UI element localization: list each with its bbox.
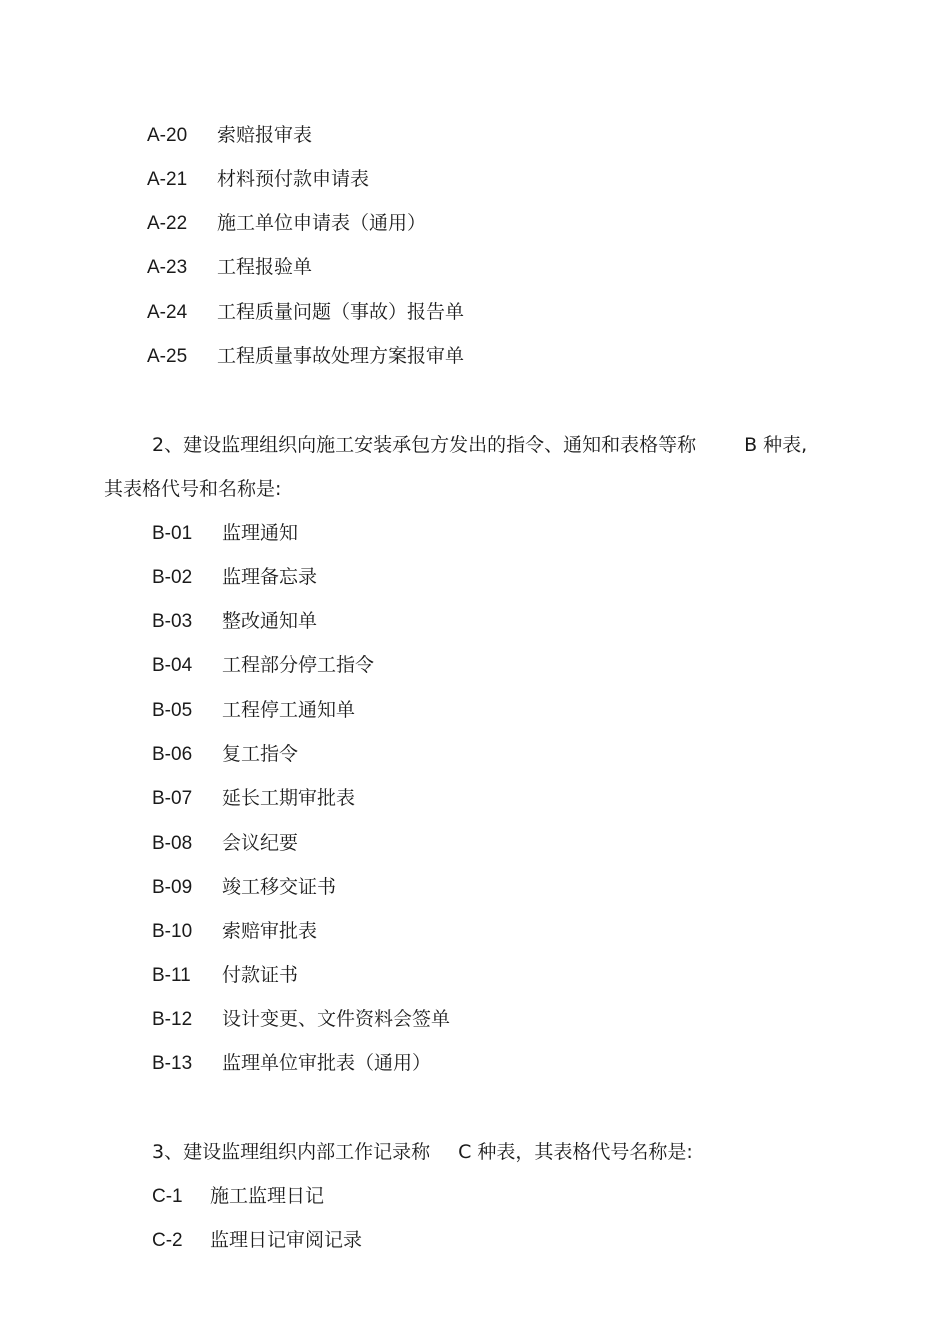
list-item bbox=[147, 164, 370, 194]
section-c-intro bbox=[152, 1137, 693, 1167]
section-b-intro-continuation: 其表格代号和名称是: bbox=[104, 478, 282, 500]
form-name: 工程质量问题（事故）报告单 bbox=[217, 301, 465, 323]
list-item bbox=[152, 960, 299, 990]
form-code: C-1 bbox=[152, 1186, 183, 1207]
list-item bbox=[152, 695, 356, 725]
form-name: 监理通知 bbox=[222, 522, 299, 544]
list-item bbox=[152, 916, 318, 946]
list-item bbox=[152, 1225, 363, 1255]
form-code: A-24 bbox=[147, 302, 188, 323]
form-code: B-05 bbox=[152, 700, 193, 721]
list-item bbox=[147, 252, 313, 282]
form-name: 竣工移交证书 bbox=[222, 876, 337, 898]
list-item bbox=[147, 341, 465, 371]
list-item bbox=[152, 562, 318, 592]
form-code: B-01 bbox=[152, 523, 193, 544]
form-name: 会议纪要 bbox=[222, 832, 299, 854]
list-item bbox=[152, 606, 318, 636]
form-name: 监理备忘录 bbox=[222, 566, 318, 588]
form-name: 监理日记审阅记录 bbox=[210, 1229, 363, 1251]
form-code: A-21 bbox=[147, 169, 188, 190]
form-code: B-06 bbox=[152, 744, 193, 765]
form-code: B-13 bbox=[152, 1053, 193, 1074]
form-code: A-22 bbox=[147, 213, 188, 234]
form-code: B-12 bbox=[152, 1009, 193, 1030]
section-b-intro-text: 2、建设监理组织向施工安装承包方发出的指令、通知和表格等称 bbox=[152, 434, 697, 456]
form-code: B-08 bbox=[152, 833, 193, 854]
form-code: B-03 bbox=[152, 611, 193, 632]
form-name: 工程报验单 bbox=[217, 256, 313, 278]
list-item bbox=[152, 1181, 325, 1211]
form-code: B-09 bbox=[152, 877, 193, 898]
form-code: A-23 bbox=[147, 257, 188, 278]
section-c-intro-suffix: C 种表，其表格代号名称是: bbox=[458, 1141, 693, 1163]
list-item bbox=[152, 518, 299, 548]
form-name: 工程部分停工指令 bbox=[222, 654, 375, 676]
list-item bbox=[152, 650, 375, 680]
form-code: B-11 bbox=[152, 965, 191, 986]
form-name: 延长工期审批表 bbox=[222, 787, 356, 809]
list-item bbox=[147, 297, 465, 327]
form-name: 施工监理日记 bbox=[210, 1185, 325, 1207]
list-item bbox=[152, 828, 299, 858]
section-c-intro-text: 3、建设监理组织内部工作记录称 bbox=[152, 1141, 431, 1163]
form-code: B-10 bbox=[152, 921, 193, 942]
form-name: 工程停工通知单 bbox=[222, 699, 356, 721]
form-name: 设计变更、文件资料会签单 bbox=[222, 1008, 451, 1030]
form-code: A-20 bbox=[147, 125, 188, 146]
list-item bbox=[152, 1048, 432, 1078]
form-code: C-2 bbox=[152, 1230, 183, 1251]
list-item bbox=[147, 208, 427, 238]
form-code: B-04 bbox=[152, 655, 193, 676]
list-item bbox=[152, 739, 299, 769]
form-name: 付款证书 bbox=[222, 964, 299, 986]
section-b-intro-line2 bbox=[104, 474, 281, 504]
list-item bbox=[152, 783, 356, 813]
list-item bbox=[152, 1004, 451, 1034]
form-code: B-07 bbox=[152, 788, 193, 809]
form-name: 材料预付款申请表 bbox=[217, 168, 370, 190]
list-item bbox=[152, 872, 337, 902]
form-name: 索赔审批表 bbox=[222, 920, 318, 942]
form-name: 索赔报审表 bbox=[217, 124, 313, 146]
form-name: 复工指令 bbox=[222, 743, 299, 765]
form-code: B-02 bbox=[152, 567, 193, 588]
form-name: 工程质量事故处理方案报审单 bbox=[217, 345, 465, 367]
form-name: 施工单位申请表（通用） bbox=[217, 212, 427, 234]
form-name: 整改通知单 bbox=[222, 610, 318, 632]
form-name: 监理单位审批表（通用） bbox=[222, 1052, 432, 1074]
list-item bbox=[147, 120, 313, 150]
section-b-intro-suffix: B 种表, bbox=[744, 434, 808, 456]
section-b-intro-line1 bbox=[152, 430, 807, 460]
form-code: A-25 bbox=[147, 346, 188, 367]
